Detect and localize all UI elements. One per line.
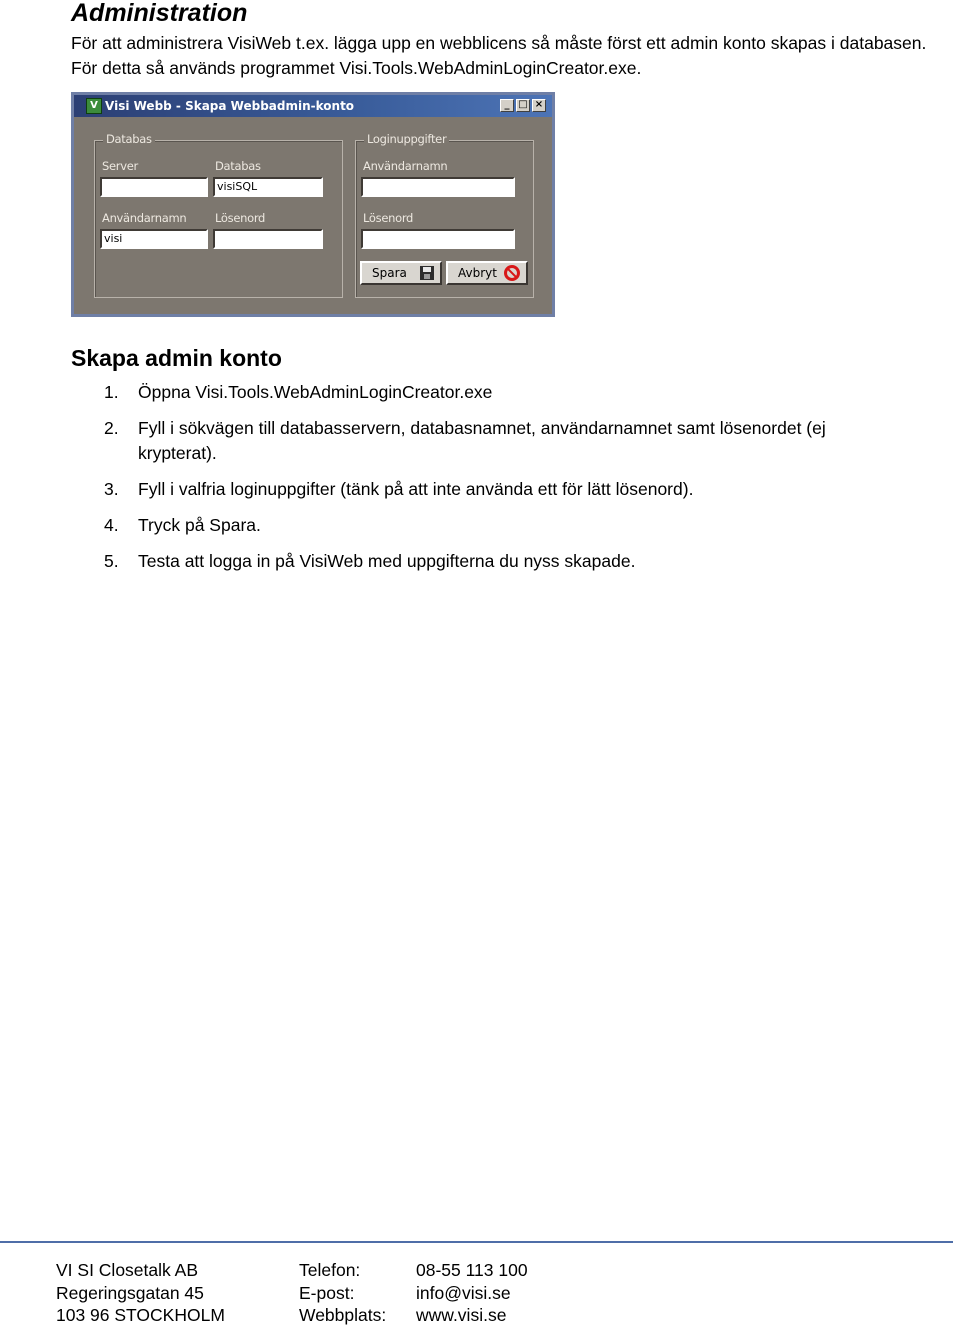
login-group-label: Loginuppgifter [364, 132, 449, 146]
footer-email[interactable]: info@visi.se [416, 1282, 511, 1303]
footer-city: 103 96 STOCKHOLM [56, 1305, 225, 1325]
close-icon[interactable]: × [532, 99, 546, 112]
list-item [0, 380, 960, 405]
steps-list [0, 380, 960, 585]
server-label: Server [102, 159, 138, 173]
footer-address [56, 1259, 225, 1327]
login-password-label: Lösenord [363, 211, 414, 225]
step-number: 2. [104, 418, 119, 438]
no-entry-icon [504, 265, 520, 281]
maximize-icon[interactable]: □ [516, 99, 530, 112]
step-text: Testa att logga in på VisiWeb med uppgifterna du nyss skapade. [138, 551, 636, 571]
page-title: Administration [71, 0, 248, 27]
database-label: Databas [215, 159, 261, 173]
list-item [0, 549, 960, 574]
footer-email-label: E-post: [299, 1282, 355, 1303]
cancel-button[interactable] [446, 261, 528, 285]
footer-phone-label: Telefon: [299, 1260, 361, 1280]
database-group-label: Databas [103, 132, 155, 146]
footer-contact-values [416, 1259, 528, 1327]
app-icon: V [86, 98, 102, 114]
footer-company: VI SI Closetalk AB [56, 1260, 199, 1280]
step-text: Öppna Visi.Tools.WebAdminLoginCreator.exe [138, 382, 493, 402]
dialog-body [74, 95, 552, 314]
step-number: 5. [104, 551, 119, 571]
step-text: Tryck på Spara. [138, 515, 261, 535]
intro-paragraph: För att administrera VisiWeb t.ex. lägga upp en webblicens så måste först ett admin konto skapas i databasen. För detta så används programmet Visi.Tools.WebAdminLoginCreator.exe. [71, 33, 927, 78]
footer-phone: 08-55 113 100 [416, 1260, 528, 1280]
window-controls [500, 99, 546, 112]
list-item [0, 477, 960, 502]
db-password-input[interactable] [213, 229, 323, 249]
section-title: Skapa admin konto [71, 345, 282, 371]
login-password-input[interactable] [361, 229, 515, 249]
footer-web-label: Webbplats: [299, 1305, 387, 1325]
footer-divider [0, 1241, 953, 1243]
save-button-label: Spara [372, 266, 407, 280]
login-username-input[interactable] [361, 177, 515, 197]
login-username-label: Användarnamn [363, 159, 448, 173]
minimize-icon[interactable]: _ [500, 99, 514, 112]
server-input[interactable] [100, 177, 208, 197]
cancel-button-label: Avbryt [458, 266, 497, 280]
step-number: 1. [104, 382, 119, 402]
database-input[interactable]: visiSQL [213, 177, 323, 197]
step-number: 4. [104, 515, 119, 535]
dialog-title: Visi Webb - Skapa Webbadmin-konto [105, 99, 355, 113]
dialog-screenshot [71, 92, 555, 317]
db-password-label: Lösenord [215, 211, 266, 225]
db-username-input[interactable]: visi [100, 229, 208, 249]
list-item [0, 513, 960, 538]
save-button[interactable] [360, 261, 442, 285]
footer-contact-labels [299, 1259, 386, 1327]
step-text: Fyll i valfria loginuppgifter (tänk på att inte använda ett för lätt lösenord). [138, 479, 694, 499]
footer-street: Regeringsgatan 45 [56, 1282, 204, 1303]
step-number: 3. [104, 479, 119, 499]
db-username-label: Användarnamn [102, 211, 187, 225]
footer-web[interactable]: www.visi.se [416, 1305, 507, 1325]
step-text: Fyll i sökvägen till databasservern, databasnamnet, användarnamnet samt lösenordet (ej krypterat). [138, 418, 826, 463]
dialog-titlebar [74, 95, 552, 117]
list-item [0, 416, 960, 466]
floppy-disk-icon [420, 266, 434, 280]
